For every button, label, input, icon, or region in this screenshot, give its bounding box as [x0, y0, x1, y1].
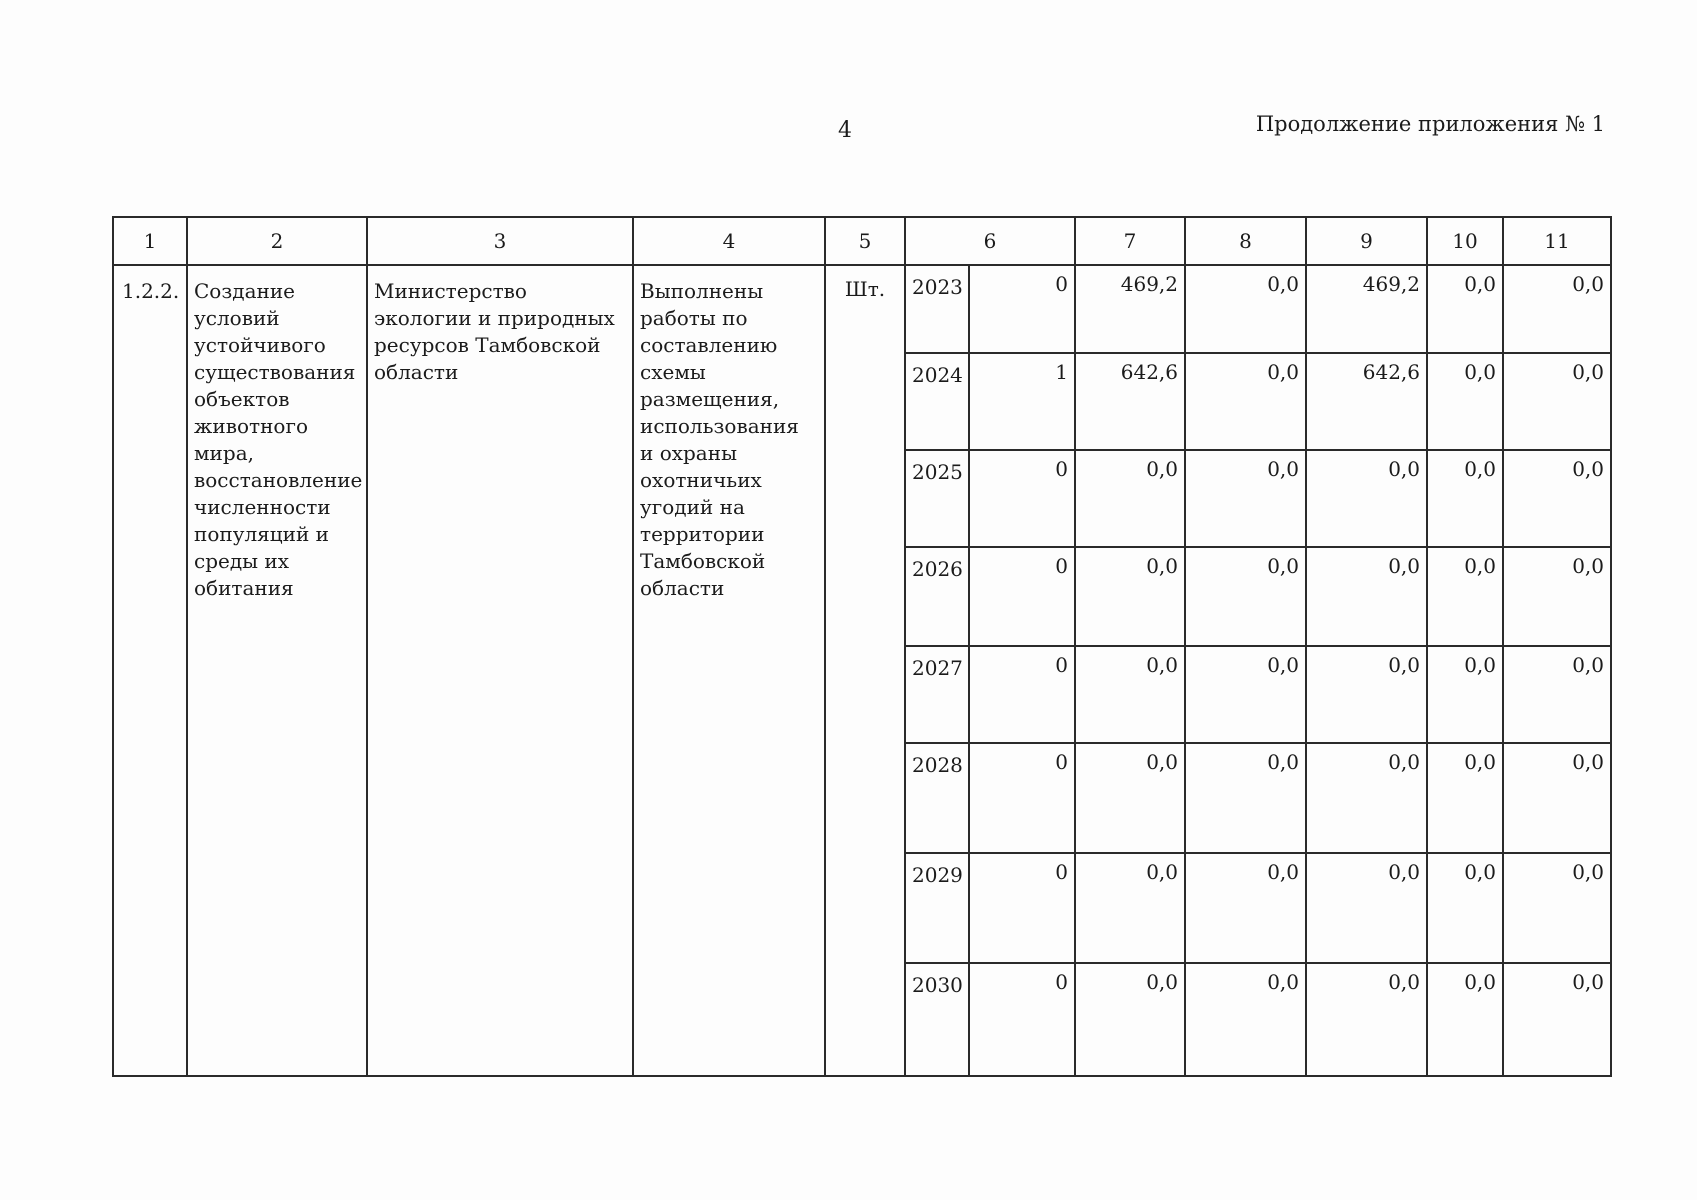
column-number: 8 [1185, 217, 1306, 265]
value-cell: 0,0 [1185, 853, 1306, 963]
qty-cell: 0 [969, 853, 1075, 963]
value-cell: 0,0 [1427, 963, 1503, 1076]
value-cell: 0,0 [1185, 963, 1306, 1076]
value-cell: 0,0 [1427, 743, 1503, 853]
value-cell: 0,0 [1185, 547, 1306, 646]
value-cell: 0,0 [1503, 646, 1611, 743]
value-cell: 0,0 [1306, 646, 1427, 743]
value-cell: 0,0 [1185, 646, 1306, 743]
value-cell: 0,0 [1306, 853, 1427, 963]
qty-cell: 0 [969, 547, 1075, 646]
column-number: 3 [367, 217, 633, 265]
year-cell: 2024 [905, 353, 969, 450]
value-cell: 0,0 [1185, 743, 1306, 853]
row-result: Выполнены работы по составлению схемы размещения, использования и охраны охотничьих угодий на территории Тамбовской области [633, 265, 825, 1076]
value-cell: 0,0 [1306, 963, 1427, 1076]
qty-cell: 0 [969, 265, 1075, 353]
column-number: 11 [1503, 217, 1611, 265]
qty-cell: 0 [969, 963, 1075, 1076]
qty-cell: 0 [969, 743, 1075, 853]
value-cell: 469,2 [1075, 265, 1185, 353]
qty-cell: 0 [969, 450, 1075, 547]
column-number: 4 [633, 217, 825, 265]
column-number: 1 [113, 217, 187, 265]
year-cell: 2030 [905, 963, 969, 1076]
row-unit: Шт. [825, 265, 905, 1076]
value-cell: 0,0 [1185, 450, 1306, 547]
column-number: 6 [905, 217, 1075, 265]
value-cell: 0,0 [1503, 963, 1611, 1076]
value-cell: 0,0 [1427, 265, 1503, 353]
value-cell: 0,0 [1427, 353, 1503, 450]
year-cell: 2027 [905, 646, 969, 743]
value-cell: 0,0 [1427, 450, 1503, 547]
column-number: 9 [1306, 217, 1427, 265]
appendix-label: Продолжение приложения № 1 [1255, 112, 1605, 136]
value-cell: 0,0 [1427, 547, 1503, 646]
data-table [112, 216, 1612, 1077]
value-cell: 0,0 [1503, 450, 1611, 547]
value-cell: 0,0 [1306, 547, 1427, 646]
value-cell: 642,6 [1306, 353, 1427, 450]
page-number: 4 [838, 118, 852, 143]
column-number: 10 [1427, 217, 1503, 265]
value-cell: 0,0 [1306, 450, 1427, 547]
value-cell: 642,6 [1075, 353, 1185, 450]
value-cell: 0,0 [1075, 547, 1185, 646]
value-cell: 0,0 [1427, 853, 1503, 963]
qty-cell: 0 [969, 646, 1075, 743]
value-cell: 0,0 [1503, 353, 1611, 450]
value-cell: 0,0 [1503, 853, 1611, 963]
row-responsible: Министерство экологии и природных ресурсов Тамбовской области [367, 265, 633, 1076]
column-number: 7 [1075, 217, 1185, 265]
year-cell: 2028 [905, 743, 969, 853]
table-row [113, 265, 1611, 353]
row-code: 1.2.2. [113, 265, 187, 1076]
value-cell: 0,0 [1306, 743, 1427, 853]
value-cell: 0,0 [1075, 646, 1185, 743]
value-cell: 0,0 [1427, 646, 1503, 743]
year-cell: 2029 [905, 853, 969, 963]
value-cell: 0,0 [1075, 963, 1185, 1076]
column-number: 5 [825, 217, 905, 265]
value-cell: 0,0 [1185, 353, 1306, 450]
value-cell: 0,0 [1075, 853, 1185, 963]
qty-cell: 1 [969, 353, 1075, 450]
value-cell: 469,2 [1306, 265, 1427, 353]
column-number-row [113, 217, 1611, 265]
column-number: 2 [187, 217, 367, 265]
value-cell: 0,0 [1075, 743, 1185, 853]
value-cell: 0,0 [1503, 547, 1611, 646]
value-cell: 0,0 [1503, 265, 1611, 353]
year-cell: 2025 [905, 450, 969, 547]
row-description: Создание условий устойчивого существования объектов животного мира, восстановление численности популяций и среды их обитания [187, 265, 367, 1076]
year-cell: 2023 [905, 265, 969, 353]
value-cell: 0,0 [1185, 265, 1306, 353]
year-cell: 2026 [905, 547, 969, 646]
value-cell: 0,0 [1075, 450, 1185, 547]
value-cell: 0,0 [1503, 743, 1611, 853]
